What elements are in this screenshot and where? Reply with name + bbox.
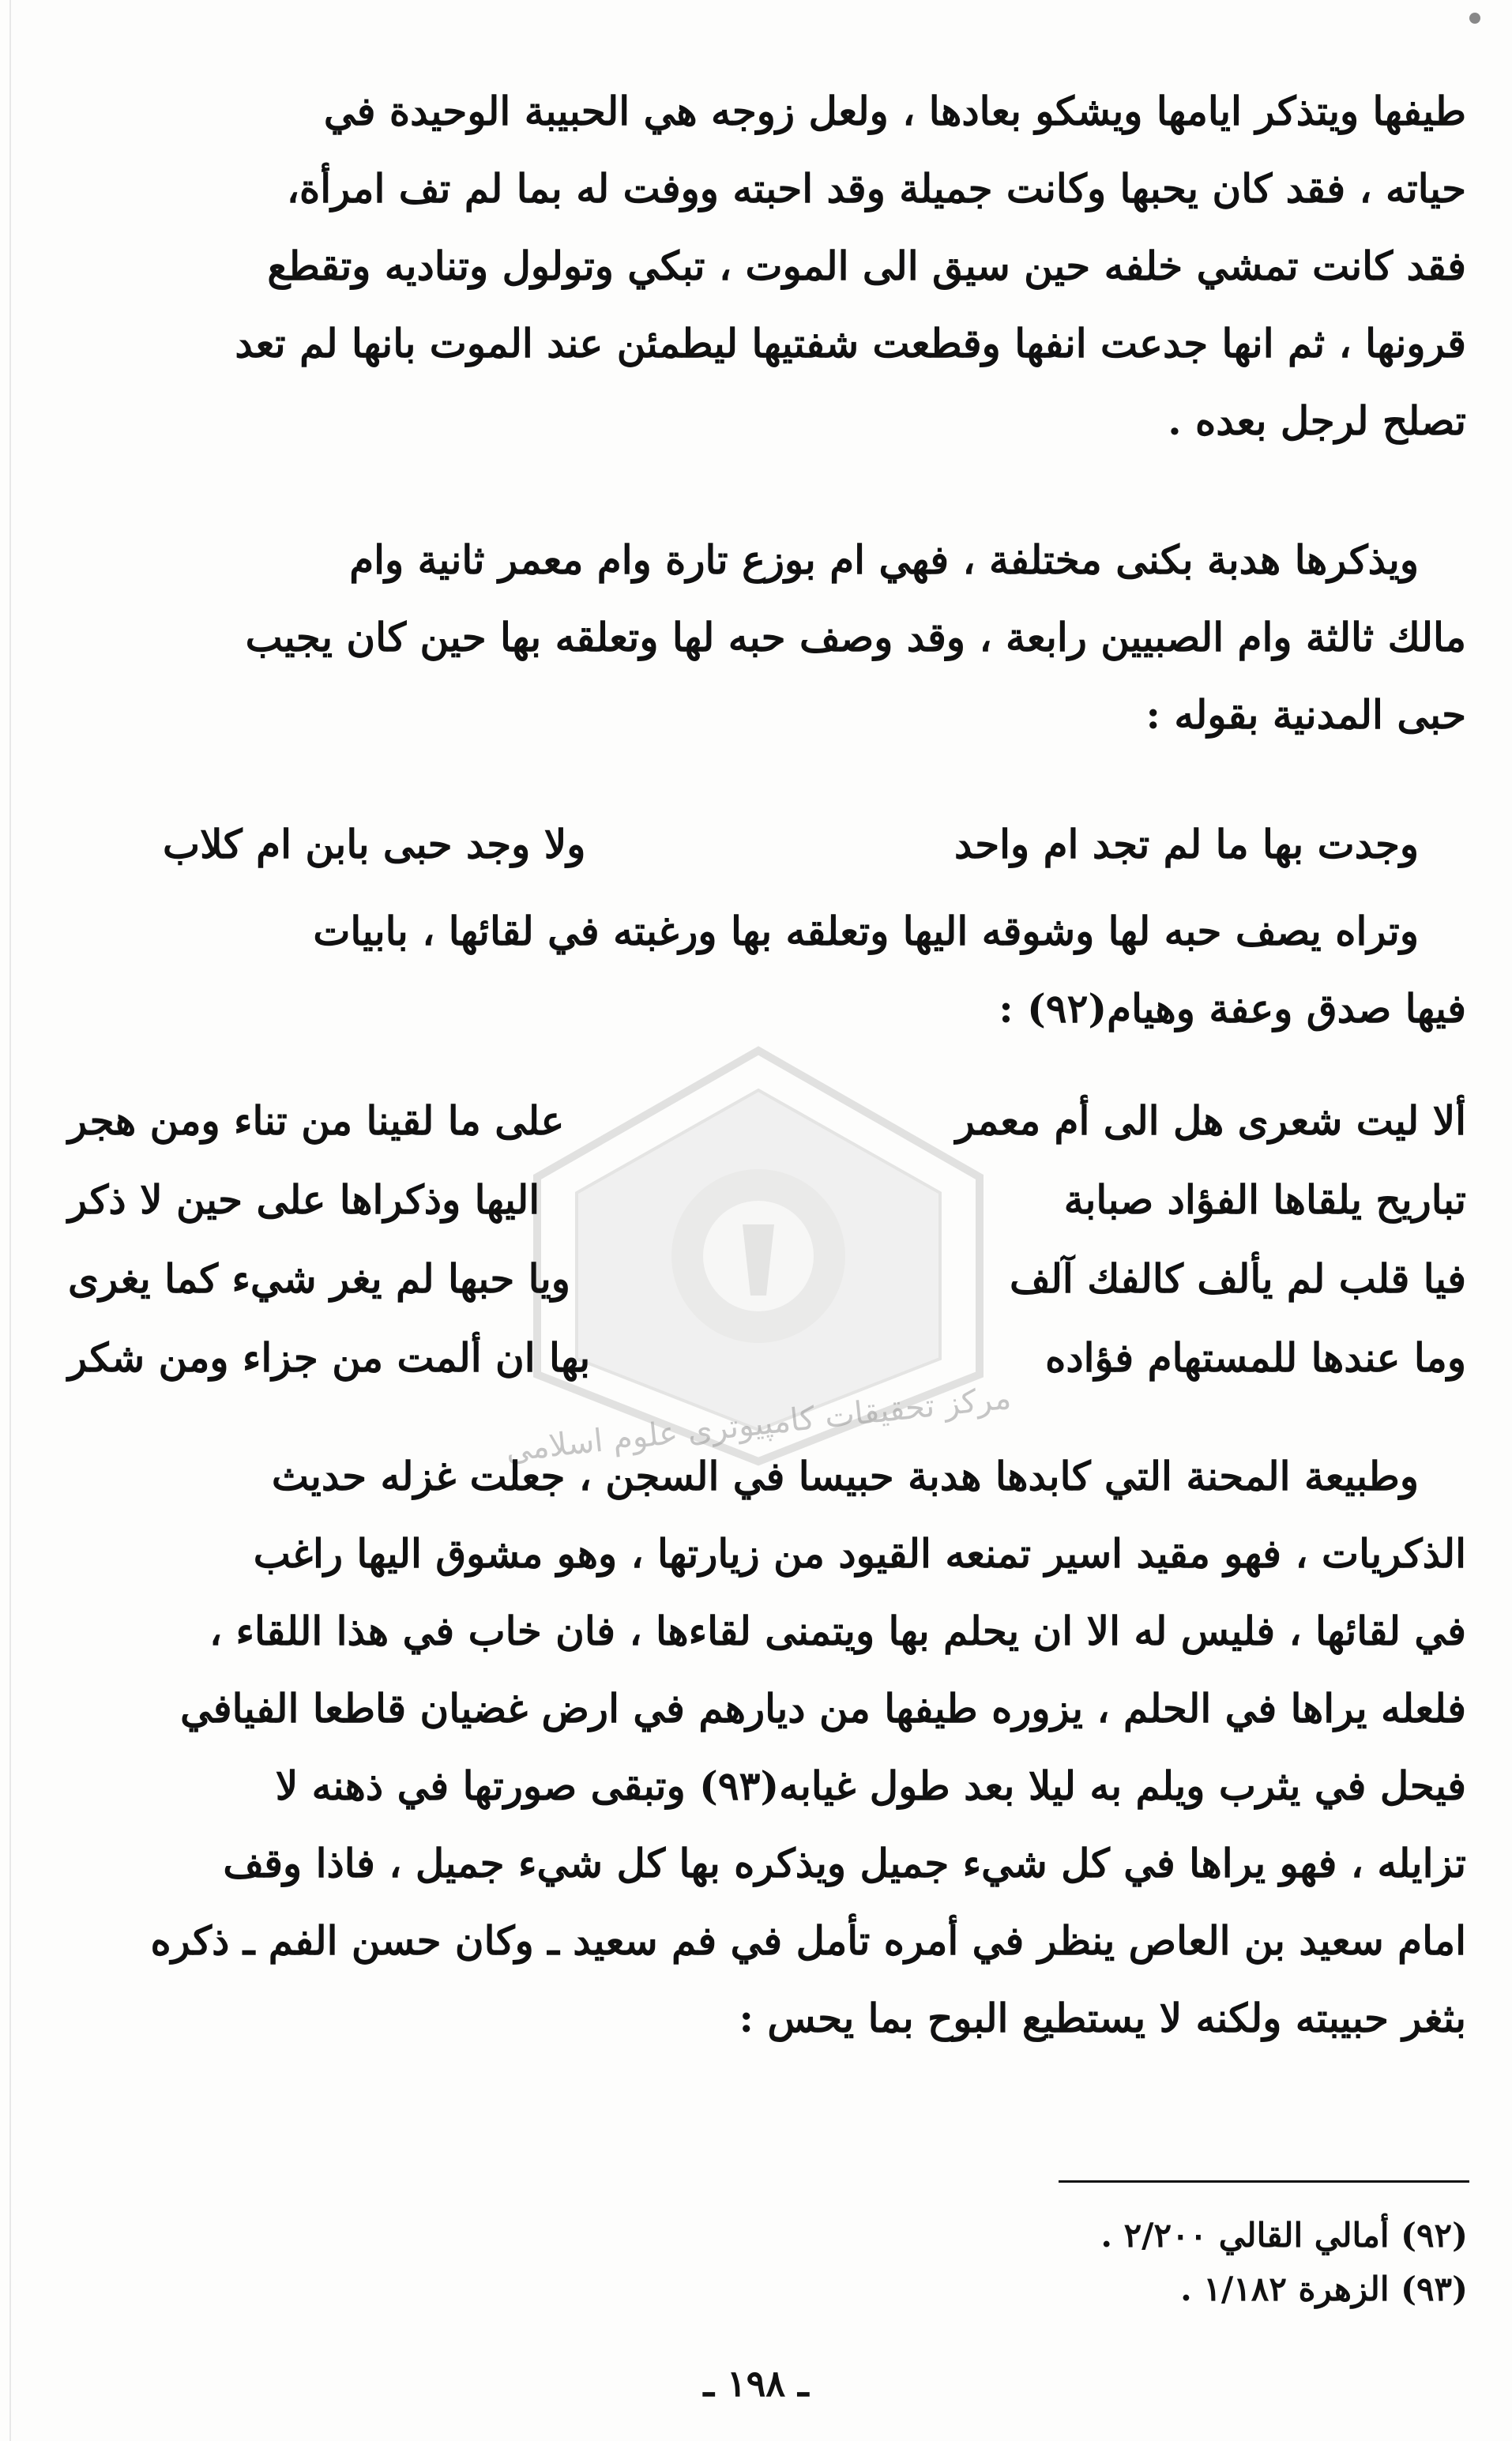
text-line: وطبيعة المحنة التي كابدها هدبة حبيسا في السجن ، جعلت غزله حديث bbox=[271, 1453, 1419, 1499]
verse-hemistich-left: اليها وذكراها على حين لا ذكر bbox=[68, 1176, 540, 1223]
paragraph-4 bbox=[68, 1438, 1466, 2057]
text-line: تزايله ، فهو يراها في كل شيء جميل ويذكره بها كل شيء جميل ، فاذا وقف bbox=[223, 1840, 1466, 1886]
text-line: الذكريات ، فهو مقيد اسير تمنعه القيود من زيارتها ، وهو مشوق اليها راغب bbox=[253, 1530, 1466, 1577]
verse-hemistich-left: ويا حبها لم يغر شيء كما يغرى bbox=[68, 1255, 570, 1302]
text-line: في لقائها ، فليس له الا ان يحلم بها ويتمنى لقاءها ، فان خاب في هذا اللقاء ، bbox=[209, 1608, 1466, 1654]
verse-line bbox=[68, 806, 1466, 883]
verse-hemistich-left: ولا وجد حبى بابن ام كلاب bbox=[163, 821, 586, 867]
poem-line bbox=[68, 1161, 1466, 1239]
scan-edge bbox=[9, 0, 11, 2441]
verse-hemistich-right: ألا ليت شعرى هل الى أم معمر bbox=[955, 1097, 1466, 1144]
poem-line bbox=[68, 1240, 1466, 1318]
text-line: حياته ، فقد كان يحبها وكانت جميلة وقد احبته ووفت له بما لم تف امرأة، bbox=[286, 165, 1466, 212]
footnote-92: (٩٢) أمالي القالي ٢/٢٠٠ . bbox=[1100, 2216, 1468, 2255]
scan-dot bbox=[1469, 13, 1480, 24]
text-line: فلعله يراها في الحلم ، يزوره طيفها من ديارهم في ارض غضيان قاطعا الفيافي bbox=[180, 1685, 1466, 1732]
text-line: بثغر حبيبته ولكنه لا يستطيع البوح بما يحس : bbox=[739, 1995, 1466, 2041]
text-line: طيفها ويتذكر ايامها ويشكو بعادها ، ولعل زوجه هي الحبيبة الوحيدة في bbox=[323, 88, 1466, 134]
verse-hemistich-left: بها ان ألمت من جزاء ومن شكر bbox=[68, 1334, 591, 1381]
verse-hemistich-right: فيا قلب لم يألف كالفك آلف bbox=[1009, 1255, 1466, 1302]
verse-hemistich-right: وجدت بها ما لم تجد ام واحد bbox=[953, 821, 1419, 867]
text-line: فقد كانت تمشي خلفه حين سيق الى الموت ، تبكي وتولول وتناديه وتقطع bbox=[267, 243, 1466, 289]
verse-hemistich-right: وما عندها للمستهام فؤاده bbox=[1045, 1334, 1466, 1381]
paragraph-1 bbox=[68, 73, 1466, 460]
page-number: ـ ١٩٨ ـ bbox=[703, 2362, 809, 2405]
text-line: حبى المدنية بقوله : bbox=[1145, 691, 1466, 738]
verse-hemistich-left: على ما لقينا من تناء ومن هجر bbox=[68, 1097, 565, 1144]
text-line: فيحل في يثرب ويلم به ليلا بعد طول غيابه(٩٣) وتبقى صورتها في ذهنه لا bbox=[275, 1762, 1466, 1809]
text-line: قرونها ، ثم انها جدعت انفها وقطعت شفتيها ليطمئن عند الموت بانها لم تعد bbox=[235, 320, 1466, 367]
paragraph-2 bbox=[68, 521, 1466, 754]
text-line: تصلح لرجل بعده . bbox=[1168, 397, 1466, 444]
text-line: ويذكرها هدبة بكنى مختلفة ، فهي ام بوزع تارة وام معمر ثانية وام bbox=[349, 536, 1419, 583]
paragraph-3 bbox=[68, 893, 1466, 1047]
watermark-text: مركز تحقیقات کامپیوتری علوم اسلامی bbox=[504, 1379, 1013, 1469]
poem-line bbox=[68, 1082, 1466, 1160]
text-line: امام سعيد بن العاص ينظر في أمره تأمل في فم سعيد ـ وكان حسن الفم ـ ذكره bbox=[150, 1917, 1466, 1964]
poem-line bbox=[68, 1319, 1466, 1397]
footnote-separator bbox=[1059, 2180, 1469, 2183]
verse-hemistich-right: تباريح يلقاها الفؤاد صبابة bbox=[1063, 1176, 1466, 1223]
text-line: فيها صدق وعفة وهيام(٩٢) : bbox=[999, 985, 1466, 1032]
text-line: مالك ثالثة وام الصبيين رابعة ، وقد وصف حبه لها وتعلقه بها حين كان يجيب bbox=[245, 614, 1466, 660]
footnote-93: (٩٣) الزهرة ١/١٨٢ . bbox=[1180, 2270, 1468, 2308]
text-line: وتراه يصف حبه لها وشوقه اليها وتعلقه بها ورغبته في لقائها ، بابيات bbox=[313, 908, 1419, 954]
